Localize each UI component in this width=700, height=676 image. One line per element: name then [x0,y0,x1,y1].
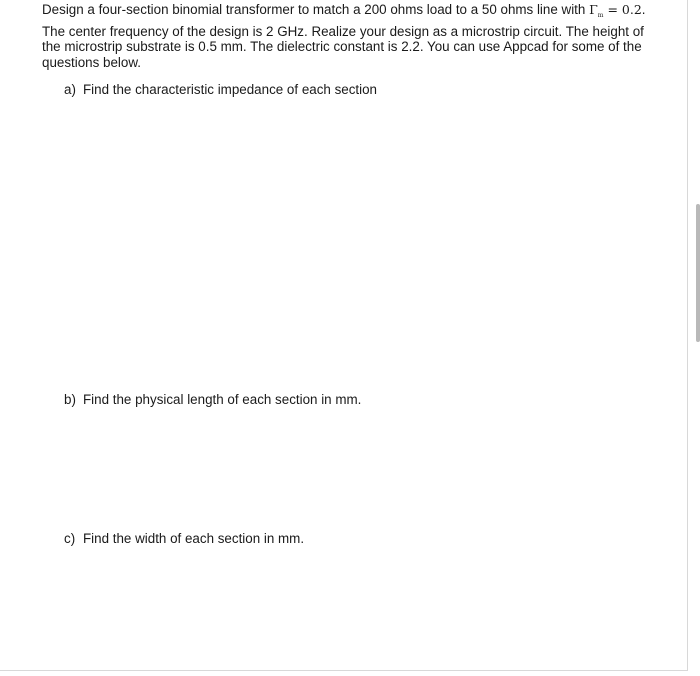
question-letter: c) [64,531,76,546]
gamma-value: = 0.2 [607,2,642,17]
question-text: Find the width of each section in mm. [83,531,305,546]
question-text: Find the physical length of each section in mm. [83,392,362,407]
gamma-symbol: Γ [589,2,598,17]
problem-statement [42,2,662,70]
question-c [64,531,304,547]
question-letter: b) [64,392,76,407]
reflection-coefficient-formula [589,2,642,17]
gamma-subscript: m [597,12,604,19]
question-b [64,392,361,408]
question-text: Find the characteristic impedance of each section [83,82,378,97]
problem-intro-rest: . The center frequency of the design is 2 GHz. Realize your design as a microstrip circuit. The height of the microstrip substrate is 0.5 mm. The dielectric constant is 2.2. You can use Appcad for some of the questions below. [42,2,646,70]
question-a [64,82,377,98]
question-letter: a) [64,82,76,97]
problem-intro-lead: Design a four-section binomial transformer to match a 200 ohms load to a 50 ohms line with [42,2,586,17]
vertical-scrollbar[interactable] [696,204,700,342]
